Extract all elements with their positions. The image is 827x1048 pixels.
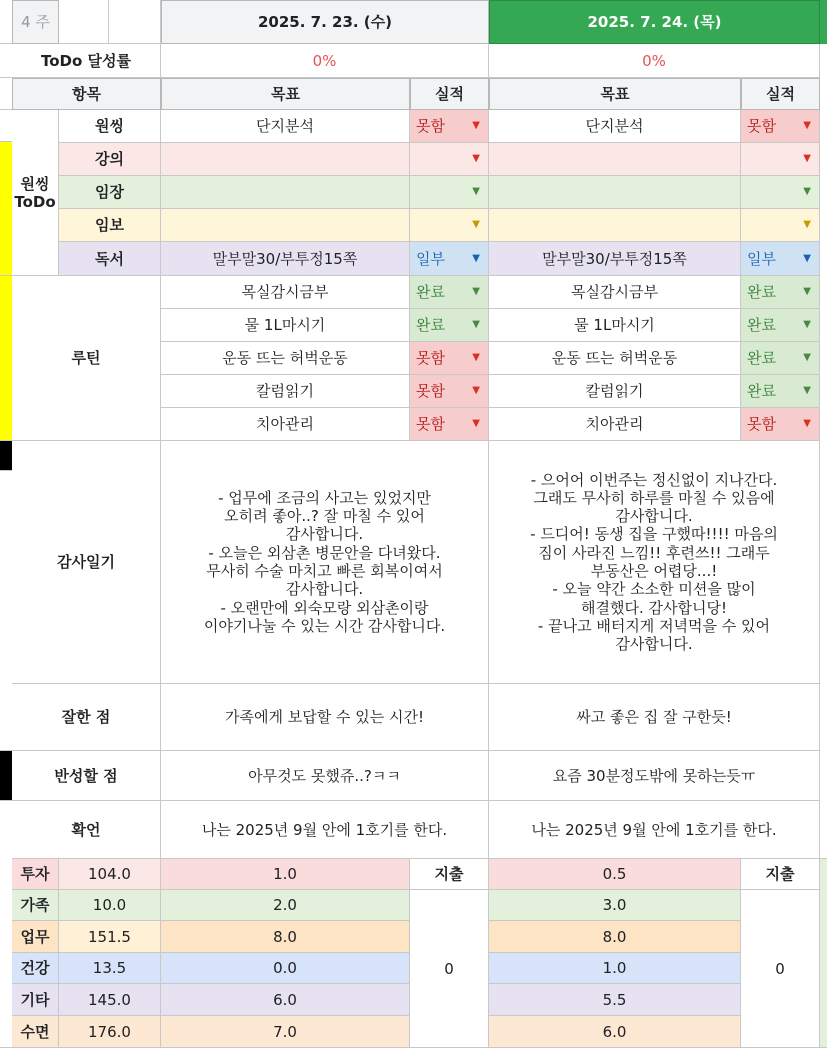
time-category-label: 가족 — [12, 890, 59, 921]
dropdown-arrow-icon: ▼ — [803, 252, 811, 264]
date-header-2: 2025. 7. 24. (목) — [489, 0, 820, 44]
routine-goal-2[interactable]: 목실감시금부 — [489, 276, 741, 309]
result-dropdown[interactable]: 완료 ▼ — [741, 276, 820, 309]
dropdown-arrow-icon: ▼ — [472, 186, 480, 197]
expense-value-2[interactable]: 0 — [741, 890, 820, 1048]
reflect-label: 반성할 점 — [12, 751, 161, 801]
wonsseing-item-label: 임장 — [59, 176, 161, 209]
gutter-dark — [0, 441, 12, 471]
reading-goal-2[interactable]: 말부말30/부투정15쪽 — [489, 242, 741, 276]
routine-goal-2[interactable]: 치아관리 — [489, 408, 741, 441]
result-dropdown[interactable]: 완료 ▼ — [410, 276, 489, 309]
result-dropdown[interactable]: 완료 ▼ — [410, 309, 489, 342]
todo-rate-value-1: 0% — [161, 44, 489, 78]
wonsseing-item-label: 강의 — [59, 143, 161, 176]
lecture-goal-1[interactable] — [161, 143, 410, 176]
result-dropdown[interactable] — [410, 209, 489, 242]
lecture-goal-2[interactable] — [489, 143, 741, 176]
time-hours-2[interactable]: 1.0 — [489, 953, 741, 984]
goal-header-1: 목표 — [161, 78, 410, 110]
wonsseing-item-label: 원씽 — [59, 110, 161, 143]
routine-goal-1[interactable]: 운동 뜨는 허벅운동 — [161, 342, 410, 375]
wonsseing-item-label: 임보 — [59, 209, 161, 242]
result-dropdown[interactable]: 못함 ▼ — [410, 408, 489, 441]
gutter-highlight — [0, 276, 12, 441]
time-hours-1[interactable]: 1.0 — [161, 859, 410, 890]
result-dropdown[interactable] — [741, 209, 820, 242]
diary-entry-1[interactable]: - 업무에 조금의 사고는 있었지만 오히려 좋아..? 잘 마칠 수 있어 감사합니다. - 오늘은 외삼촌 병문안을 다녀왔다. 무사히 수술 마치고 빠른 회복이여서 감사합니다. - 오랜만에 외숙모랑 외삼촌이랑 이야기나눌 수 있는 시간 감사합니다. — [161, 441, 489, 684]
result-dropdown[interactable]: 완료 ▼ — [741, 375, 820, 408]
affirm-label: 확언 — [12, 801, 161, 859]
time-hours-2[interactable]: 3.0 — [489, 890, 741, 921]
good-entry-1[interactable]: 가족에게 보답할 수 있는 시간! — [161, 684, 489, 751]
gutter-dark — [0, 751, 12, 801]
dropdown-arrow-icon: ▼ — [472, 286, 480, 297]
time-hours-2[interactable]: 6.0 — [489, 1016, 741, 1048]
gutter-cell — [0, 44, 12, 78]
expense-label-2: 지출 — [741, 859, 820, 890]
time-category-label: 기타 — [12, 984, 59, 1016]
result-header-1: 실적 — [410, 78, 489, 110]
time-category-label: 투자 — [12, 859, 59, 890]
time-total-value: 145.0 — [59, 984, 161, 1016]
dropdown-arrow-icon: ▼ — [472, 120, 480, 131]
routine-goal-1[interactable]: 물 1L마시기 — [161, 309, 410, 342]
routine-goal-1[interactable]: 칼럼읽기 — [161, 375, 410, 408]
result-dropdown[interactable]: 못함 ▼ — [410, 110, 489, 143]
routine-goal-2[interactable]: 물 1L마시기 — [489, 309, 741, 342]
time-category-label: 업무 — [12, 921, 59, 953]
gutter-cell — [0, 801, 12, 1048]
gutter-cell — [0, 471, 12, 751]
time-total-value: 104.0 — [59, 859, 161, 890]
time-hours-1[interactable]: 0.0 — [161, 953, 410, 984]
time-hours-1[interactable]: 7.0 — [161, 1016, 410, 1048]
result-header-2: 실적 — [741, 78, 820, 110]
routine-goal-2[interactable]: 칼럼읽기 — [489, 375, 741, 408]
wonsseing-item-label: 독서 — [59, 242, 161, 276]
wonsseing-goal-2[interactable]: 단지분석 — [489, 110, 741, 143]
time-total-value: 10.0 — [59, 890, 161, 921]
result-dropdown[interactable] — [741, 176, 820, 209]
good-entry-2[interactable]: 싸고 좋은 집 잘 구한듯! — [489, 684, 820, 751]
expense-label-1: 지출 — [410, 859, 489, 890]
diary-label: 감사일기 — [12, 441, 161, 684]
time-total-value: 176.0 — [59, 1016, 161, 1048]
time-hours-1[interactable]: 2.0 — [161, 890, 410, 921]
result-dropdown[interactable]: 못함 ▼ — [741, 408, 820, 441]
expense-value-1[interactable]: 0 — [410, 890, 489, 1048]
routine-label: 루틴 — [12, 276, 161, 441]
next-column-edge — [820, 44, 827, 859]
result-dropdown[interactable] — [741, 143, 820, 176]
routine-goal-1[interactable]: 치아관리 — [161, 408, 410, 441]
result-dropdown[interactable]: 완료 ▼ — [741, 342, 820, 375]
result-dropdown[interactable]: 못함 ▼ — [741, 110, 820, 143]
item-header: 항목 — [12, 78, 161, 110]
next-column-edge — [820, 0, 827, 44]
affirm-entry-1[interactable]: 나는 2025년 9월 안에 1호기를 한다. — [161, 801, 489, 859]
result-dropdown[interactable]: 일부 ▼ — [741, 242, 820, 276]
reflect-entry-1[interactable]: 아무것도 못했쥬..?ㅋㅋ — [161, 751, 489, 801]
imjang-goal-1[interactable] — [161, 176, 410, 209]
dropdown-arrow-icon: ▼ — [803, 418, 811, 429]
imbo-goal-1[interactable] — [161, 209, 410, 242]
reflect-entry-2[interactable]: 요즘 30분정도밖에 못하는듯ㅠ — [489, 751, 820, 801]
routine-goal-2[interactable]: 운동 뜨는 허벅운동 — [489, 342, 741, 375]
dropdown-arrow-icon: ▼ — [803, 153, 811, 164]
goal-header-2: 목표 — [489, 78, 741, 110]
dropdown-arrow-icon: ▼ — [472, 219, 480, 230]
reading-goal-1[interactable]: 말부말30/부투정15쪽 — [161, 242, 410, 276]
result-dropdown[interactable]: 못함 ▼ — [410, 342, 489, 375]
result-dropdown[interactable] — [410, 143, 489, 176]
dropdown-arrow-icon: ▼ — [472, 252, 480, 264]
dropdown-arrow-icon: ▼ — [803, 120, 811, 131]
wonsseing-group-label: 원씽 ToDo — [12, 110, 59, 276]
imjang-goal-2[interactable] — [489, 176, 741, 209]
blank-cell — [109, 0, 161, 44]
routine-goal-1[interactable]: 목실감시금부 — [161, 276, 410, 309]
time-hours-2[interactable]: 5.5 — [489, 984, 741, 1016]
imbo-goal-2[interactable] — [489, 209, 741, 242]
diary-entry-2[interactable]: - 으어어 이번주는 정신없이 지나간다. 그래도 무사히 하루를 마칠 수 있음에 감사합니다. - 드디어! 동생 집을 구했따!!!! 마음의 짐이 사라진 느낌!! 후련쓰!! 그래두 부동산은 어렵당...! - 오늘 약간 소소한 미션을 많이 해결했다. 감사합니당! - 끝나고 배터지게 저녁먹을 수 있어 감사합니다. — [489, 441, 820, 684]
time-total-value: 151.5 — [59, 921, 161, 953]
time-category-label: 건강 — [12, 953, 59, 984]
dropdown-arrow-icon: ▼ — [803, 219, 811, 230]
dropdown-arrow-icon: ▼ — [803, 286, 811, 297]
time-hours-1[interactable]: 8.0 — [161, 921, 410, 953]
dropdown-arrow-icon: ▼ — [803, 186, 811, 197]
good-label: 잘한 점 — [12, 684, 161, 751]
time-hours-2[interactable]: 0.5 — [489, 859, 741, 890]
dropdown-arrow-icon: ▼ — [472, 418, 480, 429]
wonsseing-goal-1[interactable]: 단지분석 — [161, 110, 410, 143]
affirm-entry-2[interactable]: 나는 2025년 9월 안에 1호기를 한다. — [489, 801, 820, 859]
time-hours-1[interactable]: 6.0 — [161, 984, 410, 1016]
week-number: 4 주 — [12, 0, 59, 44]
dropdown-arrow-icon: ▼ — [472, 385, 480, 396]
result-dropdown[interactable]: 완료 ▼ — [741, 309, 820, 342]
result-dropdown[interactable] — [410, 176, 489, 209]
blank-cell — [59, 0, 109, 44]
dropdown-arrow-icon: ▼ — [472, 352, 480, 363]
dropdown-arrow-icon: ▼ — [472, 319, 480, 330]
dropdown-arrow-icon: ▼ — [472, 153, 480, 164]
time-category-label: 수면 — [12, 1016, 59, 1048]
gutter-highlight — [0, 142, 12, 276]
todo-rate-value-2: 0% — [489, 44, 820, 78]
gutter-cell — [0, 110, 12, 142]
time-total-value: 13.5 — [59, 953, 161, 984]
time-hours-2[interactable]: 8.0 — [489, 921, 741, 953]
dropdown-arrow-icon: ▼ — [803, 319, 811, 330]
result-dropdown[interactable]: 못함 ▼ — [410, 375, 489, 408]
dropdown-arrow-icon: ▼ — [803, 352, 811, 363]
gutter-cell — [0, 78, 12, 110]
next-column-edge — [820, 859, 827, 1048]
todo-rate-label: ToDo 달성률 — [12, 44, 161, 78]
dropdown-arrow-icon: ▼ — [803, 385, 811, 396]
date-header-1: 2025. 7. 23. (수) — [161, 0, 489, 44]
result-dropdown[interactable]: 일부 ▼ — [410, 242, 489, 276]
gutter-cell — [0, 0, 12, 44]
